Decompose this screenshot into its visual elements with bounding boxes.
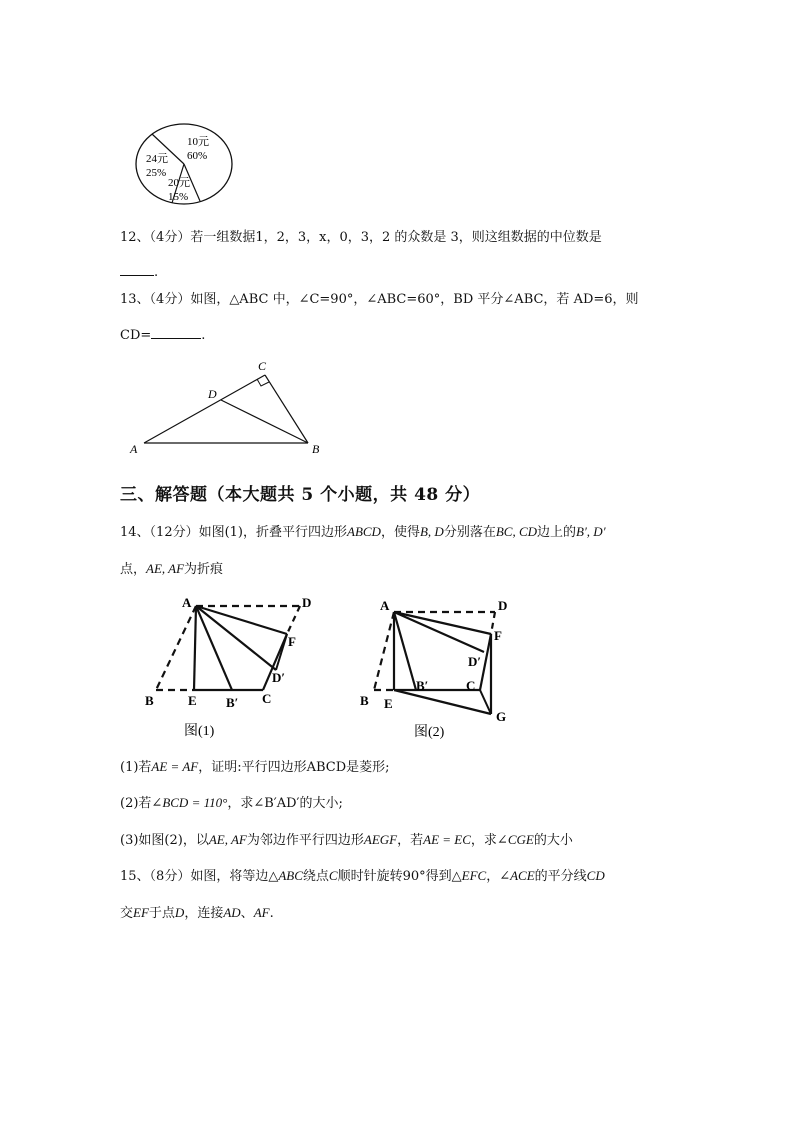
edge-cg bbox=[480, 690, 491, 714]
question-15-line-1 bbox=[120, 867, 605, 886]
q15-text-f: 交 bbox=[120, 906, 134, 921]
triangle-figure bbox=[126, 356, 326, 458]
figure-2 bbox=[350, 590, 520, 745]
question-13 bbox=[120, 291, 639, 309]
q15-text-j: . bbox=[269, 906, 274, 921]
figure-1-caption: 图(1) bbox=[184, 724, 215, 739]
side-ac bbox=[144, 375, 265, 443]
fig2-label-d-prime: D′ bbox=[468, 654, 482, 669]
point-label-c: C bbox=[258, 359, 267, 373]
fig1-label-d: D bbox=[302, 595, 312, 610]
edge-d-prime-f bbox=[276, 634, 287, 670]
point-label-d: D bbox=[208, 387, 217, 401]
q15-triangle-abc: △ABC bbox=[268, 868, 303, 883]
figure-2-svg bbox=[350, 590, 520, 745]
q15-ad: AD bbox=[223, 905, 241, 920]
fig1-label-b-prime: B′ bbox=[226, 695, 239, 710]
fig2-label-d: D bbox=[498, 598, 508, 613]
q15-point-d: D bbox=[174, 905, 185, 920]
q14-p3-aegf: AEGF bbox=[363, 832, 398, 847]
period: . bbox=[154, 265, 159, 280]
question-14-line-1 bbox=[120, 523, 606, 542]
period: . bbox=[201, 328, 206, 343]
answer-blank-13[interactable] bbox=[151, 324, 201, 339]
edge-ab bbox=[374, 612, 394, 690]
fold-ad-prime bbox=[394, 612, 484, 652]
pie-pct-25: 25% bbox=[146, 167, 167, 179]
cd-label: CD= bbox=[120, 328, 152, 343]
fold-ad-prime bbox=[196, 606, 276, 670]
pie-chart bbox=[134, 122, 234, 206]
q14-bccd: BC, CD bbox=[495, 524, 537, 539]
fig2-label-e: E bbox=[384, 696, 393, 711]
q14-p1-text-b: ，证明:平行四边形ABCD是菱形; bbox=[198, 760, 390, 775]
answer-blank-12[interactable] bbox=[120, 261, 154, 276]
q15-text-h: ，连接 bbox=[184, 906, 224, 921]
point-label-b: B bbox=[312, 442, 320, 456]
fig2-label-b: B bbox=[360, 693, 369, 708]
fold-ab-prime bbox=[394, 612, 416, 690]
q14-p1-text-a: (1)若 bbox=[120, 760, 152, 775]
q14-text-e: 点， bbox=[120, 562, 147, 577]
edge-cf bbox=[480, 634, 491, 690]
q14-p2-eq: ∠BCD = 110° bbox=[151, 795, 228, 810]
edge-ab bbox=[156, 606, 196, 690]
section-heading-text: 三、解答题（本大题共 5 个小题，共 48 分） bbox=[120, 485, 481, 505]
pie-pct-15: 15% bbox=[168, 191, 189, 203]
q14-p3-text-e: 的大小 bbox=[533, 833, 573, 848]
point-label-a: A bbox=[130, 442, 138, 456]
q14-p1-eq: AE = AF bbox=[151, 759, 199, 774]
q14-text-d: 边上的 bbox=[537, 525, 577, 540]
q14-part-1 bbox=[120, 758, 390, 777]
q15-text-d: ， bbox=[486, 869, 500, 884]
question-13-text: 13、（4分）如图，△ABC 中，∠C=90°，∠ABC=60°，BD 平分∠ABC，若 AD=6，则 bbox=[120, 292, 639, 307]
question-13-answer-line bbox=[120, 324, 205, 345]
q14-p3-angle: ∠CGE bbox=[496, 832, 534, 847]
fig2-label-a: A bbox=[380, 598, 390, 613]
q14-bpdp: B′, D′ bbox=[576, 524, 606, 539]
q14-p3-eq: AE = EC bbox=[423, 832, 471, 847]
question-12-answer-line bbox=[120, 261, 158, 282]
fig1-label-d-prime: D′ bbox=[272, 670, 286, 685]
figure-1-svg bbox=[140, 590, 330, 740]
q15-text-e: 的平分线 bbox=[534, 869, 587, 884]
q14-p3-text-b: 为邻边作平行四边形 bbox=[246, 833, 364, 848]
q15-af: AF bbox=[253, 905, 270, 920]
q15-point-c: C bbox=[328, 868, 338, 883]
fig2-label-g: G bbox=[496, 709, 507, 724]
q14-p3-text-c: ，若 bbox=[397, 833, 424, 848]
fig2-label-c: C bbox=[466, 678, 476, 693]
q14-p2-text-a: (2)若 bbox=[120, 796, 152, 811]
fold-ae bbox=[194, 606, 196, 690]
pie-chart-svg bbox=[134, 122, 234, 206]
fig1-label-c: C bbox=[262, 691, 272, 706]
q14-part-2 bbox=[120, 794, 343, 813]
q14-p3-text-a: (3)如图(2)，以 bbox=[120, 833, 209, 848]
pie-label-24: 24元 bbox=[146, 153, 168, 165]
q14-text-a: 14、（12分）如图(1)，折叠平行四边形 bbox=[120, 525, 347, 540]
pie-pct-60: 60% bbox=[187, 150, 208, 162]
figure-1 bbox=[140, 590, 330, 740]
q14-text-f: 为折痕 bbox=[184, 562, 224, 577]
fig1-label-a: A bbox=[182, 595, 192, 610]
fold-af bbox=[196, 606, 287, 634]
question-15-line-2 bbox=[120, 904, 274, 923]
q14-p3-text-d: ，求 bbox=[470, 833, 497, 848]
fig2-label-f: F bbox=[494, 628, 502, 643]
q15-text-b: 绕点 bbox=[302, 869, 329, 884]
q15-text-i: 、 bbox=[240, 906, 254, 921]
q14-bd: B, D bbox=[419, 524, 444, 539]
question-12 bbox=[120, 229, 602, 247]
question-14-line-2 bbox=[120, 560, 223, 579]
triangle-svg bbox=[126, 356, 326, 458]
q14-abcd: ABCD bbox=[347, 524, 381, 539]
q15-triangle-efc: △EFC bbox=[451, 868, 487, 883]
q15-text-c: 顺时针旋转90°得到 bbox=[337, 869, 452, 884]
pie-label-10: 10元 bbox=[187, 136, 209, 148]
q15-ef: EF bbox=[133, 905, 149, 920]
edge-df bbox=[287, 606, 300, 634]
pie-label-20: 20元 bbox=[168, 177, 190, 189]
q14-text-c: 分别落在 bbox=[443, 525, 496, 540]
q14-p3-sides: AE, AF bbox=[208, 832, 247, 847]
fig1-label-b: B bbox=[145, 693, 154, 708]
q15-text-a: 15、（8分）如图，将等边 bbox=[120, 869, 269, 884]
fig2-label-b-prime: B′ bbox=[416, 678, 429, 693]
q15-text-g: 于点 bbox=[148, 906, 175, 921]
q15-angle-ace: ∠ACE bbox=[499, 868, 535, 883]
fold-af bbox=[394, 612, 491, 634]
q14-p2-text-b: ，求∠B′AD′的大小; bbox=[227, 796, 343, 811]
question-12-text: 12、（4分）若一组数据1，2，3，x，0，3，2 的众数是 3，则这组数据的中位数是 bbox=[120, 230, 602, 245]
right-angle-mark bbox=[257, 379, 269, 386]
figure-2-caption: 图(2) bbox=[414, 725, 445, 740]
fold-ab-prime bbox=[196, 606, 232, 690]
section-heading bbox=[120, 480, 480, 505]
fig1-label-e: E bbox=[188, 693, 197, 708]
q14-aeaf: AE, AF bbox=[146, 561, 185, 576]
edge-eg bbox=[394, 690, 491, 714]
q14-part-3 bbox=[120, 831, 573, 850]
q14-text-b: ，使得 bbox=[380, 525, 420, 540]
fig1-label-f: F bbox=[288, 634, 296, 649]
q15-cd: CD bbox=[586, 868, 605, 883]
